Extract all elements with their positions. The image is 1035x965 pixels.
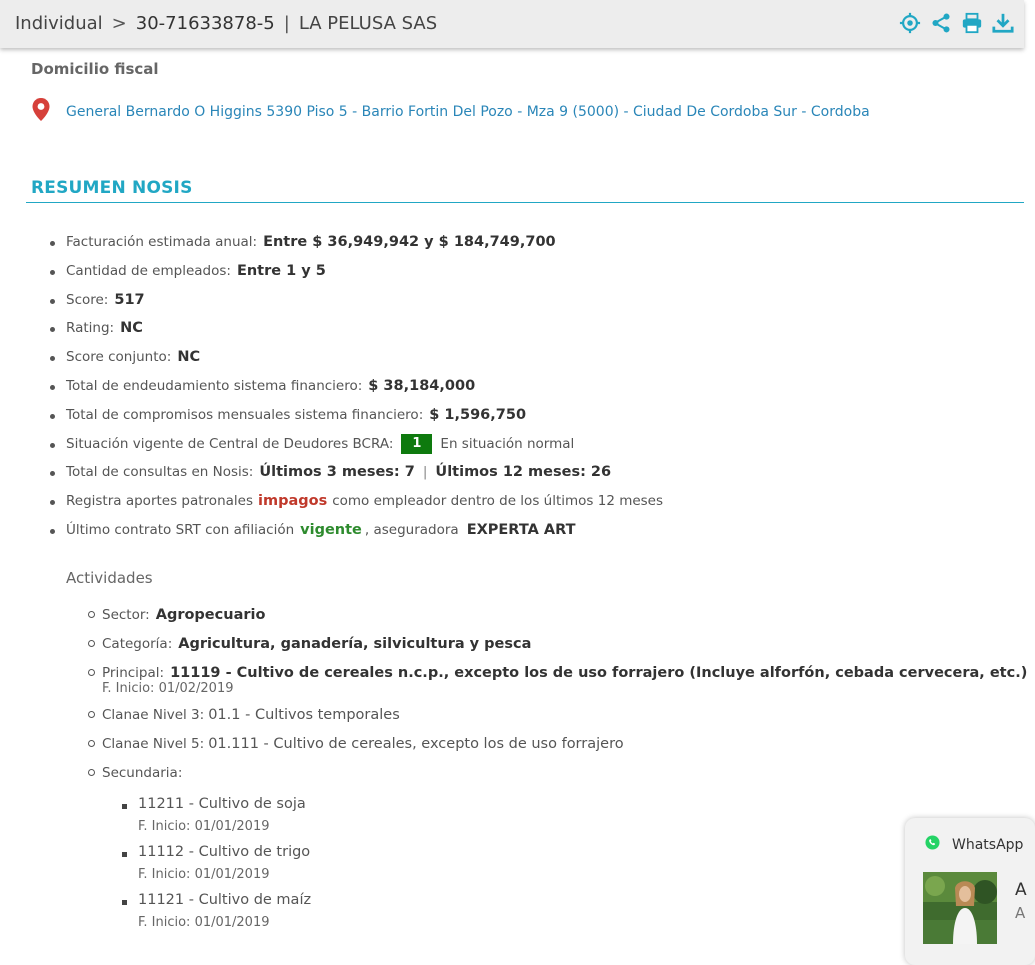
list-item bbox=[102, 701, 1027, 730]
secundaria-item bbox=[138, 794, 1027, 836]
secundaria-code: 11112 - Cultivo de trigo bbox=[138, 843, 311, 860]
list-item bbox=[102, 759, 1027, 932]
print-icon[interactable] bbox=[961, 12, 983, 34]
compromisos-value: $ 1,596,750 bbox=[429, 406, 527, 423]
breadcrumb-separator: > bbox=[111, 13, 127, 34]
breadcrumb-individual[interactable]: Individual bbox=[15, 13, 103, 34]
list-item bbox=[66, 343, 663, 372]
list-item bbox=[66, 430, 663, 459]
srt-aseguradora-label: , aseguradora bbox=[364, 521, 459, 538]
endeudamiento-value: $ 38,184,000 bbox=[368, 377, 476, 394]
section-divider bbox=[26, 202, 1024, 203]
whatsapp-icon bbox=[925, 835, 952, 854]
consultas-12-meses: Últimos 12 meses: 26 bbox=[435, 464, 612, 481]
list-item bbox=[102, 730, 1027, 759]
srt-status: vigente bbox=[300, 521, 362, 538]
secundaria-start-date: F. Inicio: 01/01/2019 bbox=[138, 866, 270, 882]
actividades-list bbox=[102, 601, 1027, 932]
breadcrumb-divider: | bbox=[283, 13, 290, 34]
consultas-3-meses: Últimos 3 meses: 7 bbox=[259, 464, 415, 481]
secundaria-item bbox=[138, 842, 1027, 884]
cuit-number: 30-71633878-5 bbox=[135, 13, 275, 34]
list-item bbox=[66, 257, 663, 286]
principal-value: 11119 - Cultivo de cereales n.c.p., excepto los de uso forrajero (Incluye alforfón, cebada cervecera, etc.) bbox=[170, 664, 1028, 681]
aportes-suffix: como empleador dentro de los últimos 12 meses bbox=[332, 493, 664, 510]
score-conjunto-value: NC bbox=[177, 349, 201, 366]
secundaria-start-date: F. Inicio: 01/01/2019 bbox=[138, 818, 270, 834]
rating-label: Rating: bbox=[66, 320, 115, 337]
download-icon[interactable] bbox=[992, 12, 1014, 34]
summary-list bbox=[66, 228, 663, 545]
principal-label: Principal: bbox=[102, 664, 165, 681]
address-row bbox=[31, 97, 870, 126]
empleados-value: Entre 1 y 5 bbox=[236, 262, 326, 279]
secundaria-label: Secundaria: bbox=[102, 764, 183, 781]
rating-value: NC bbox=[120, 320, 143, 337]
whatsapp-label: WhatsApp bbox=[952, 836, 1024, 853]
situacion-label: Situación vigente de Central de Deudores BCRA: bbox=[66, 435, 394, 452]
situacion-badge: 1 bbox=[401, 434, 432, 454]
clanae3-label: Clanae Nivel 3: bbox=[102, 707, 205, 724]
secundaria-code: 11211 - Cultivo de soja bbox=[138, 795, 306, 812]
facturacion-value: Entre $ 36,949,942 y $ 184,749,700 bbox=[263, 234, 556, 250]
list-item bbox=[66, 286, 663, 315]
secundaria-item bbox=[138, 890, 1027, 932]
whatsapp-header bbox=[925, 835, 1023, 854]
list-item bbox=[66, 401, 663, 430]
score-value: 517 bbox=[114, 291, 145, 308]
location-pin-icon bbox=[31, 97, 66, 126]
situacion-text: En situación normal bbox=[440, 435, 575, 452]
aportes-label: Registra aportes patronales bbox=[66, 493, 253, 510]
list-item bbox=[66, 314, 663, 343]
secundarias-list bbox=[102, 794, 1027, 932]
consultas-separator: | bbox=[422, 464, 428, 481]
principal-start-date: F. Inicio: 01/02/2019 bbox=[102, 681, 234, 697]
list-item bbox=[66, 458, 663, 487]
list-item bbox=[66, 516, 663, 545]
sector-label: Sector: bbox=[102, 607, 150, 623]
list-item bbox=[102, 659, 1027, 698]
actividades-title: Actividades bbox=[66, 569, 153, 587]
categoria-value: Agricultura, ganadería, silvicultura y pesca bbox=[178, 635, 532, 652]
score-label: Score: bbox=[66, 291, 109, 308]
secundaria-code: 11121 - Cultivo de maíz bbox=[138, 891, 312, 908]
clanae5-label: Clanae Nivel 5: bbox=[102, 736, 205, 753]
agent-avatar[interactable] bbox=[923, 872, 997, 944]
secundaria-start-date: F. Inicio: 01/01/2019 bbox=[138, 914, 270, 930]
toolbar-icons bbox=[899, 12, 1014, 34]
consultas-label: Total de consultas en Nosis: bbox=[66, 464, 254, 481]
list-item bbox=[102, 601, 1027, 630]
domicilio-fiscal-label: Domicilio fiscal bbox=[31, 60, 159, 78]
endeudamiento-label: Total de endeudamiento sistema financiero: bbox=[66, 377, 363, 394]
breadcrumb bbox=[15, 13, 437, 34]
company-name: LA PELUSA SAS bbox=[298, 13, 438, 34]
aportes-status: impagos bbox=[257, 493, 328, 510]
clanae3-value: 01.1 - Cultivos temporales bbox=[208, 707, 400, 724]
list-item bbox=[102, 630, 1027, 659]
list-item bbox=[66, 372, 663, 401]
clanae5-value: 01.111 - Cultivo de cereales, excepto los de uso forrajero bbox=[208, 736, 624, 753]
facturacion-label: Facturación estimada anual: bbox=[66, 234, 258, 250]
srt-insurer: EXPERTA ART bbox=[466, 521, 576, 538]
resumen-nosis-title: RESUMEN NOSIS bbox=[31, 178, 193, 198]
score-conjunto-label: Score conjunto: bbox=[66, 349, 172, 366]
address-link[interactable]: General Bernardo O Higgins 5390 Piso 5 - Barrio Fortin Del Pozo - Mza 9 (5000) - Ciudad De Cordoba Sur - Cordoba bbox=[66, 103, 870, 120]
top-bar bbox=[0, 0, 1024, 48]
whatsapp-widget[interactable] bbox=[905, 818, 1035, 965]
empleados-label: Cantidad de empleados: bbox=[66, 262, 231, 279]
target-icon[interactable] bbox=[899, 12, 921, 34]
compromisos-label: Total de compromisos mensuales sistema financiero: bbox=[66, 406, 424, 423]
sector-value: Agropecuario bbox=[155, 607, 266, 623]
list-item bbox=[66, 487, 663, 516]
srt-label: Último contrato SRT con afiliación bbox=[66, 521, 295, 538]
list-item bbox=[66, 228, 663, 257]
agent-name: A bbox=[1015, 880, 1027, 900]
share-icon[interactable] bbox=[930, 12, 952, 34]
categoria-label: Categoría: bbox=[102, 635, 173, 652]
agent-status: A bbox=[1015, 904, 1026, 922]
